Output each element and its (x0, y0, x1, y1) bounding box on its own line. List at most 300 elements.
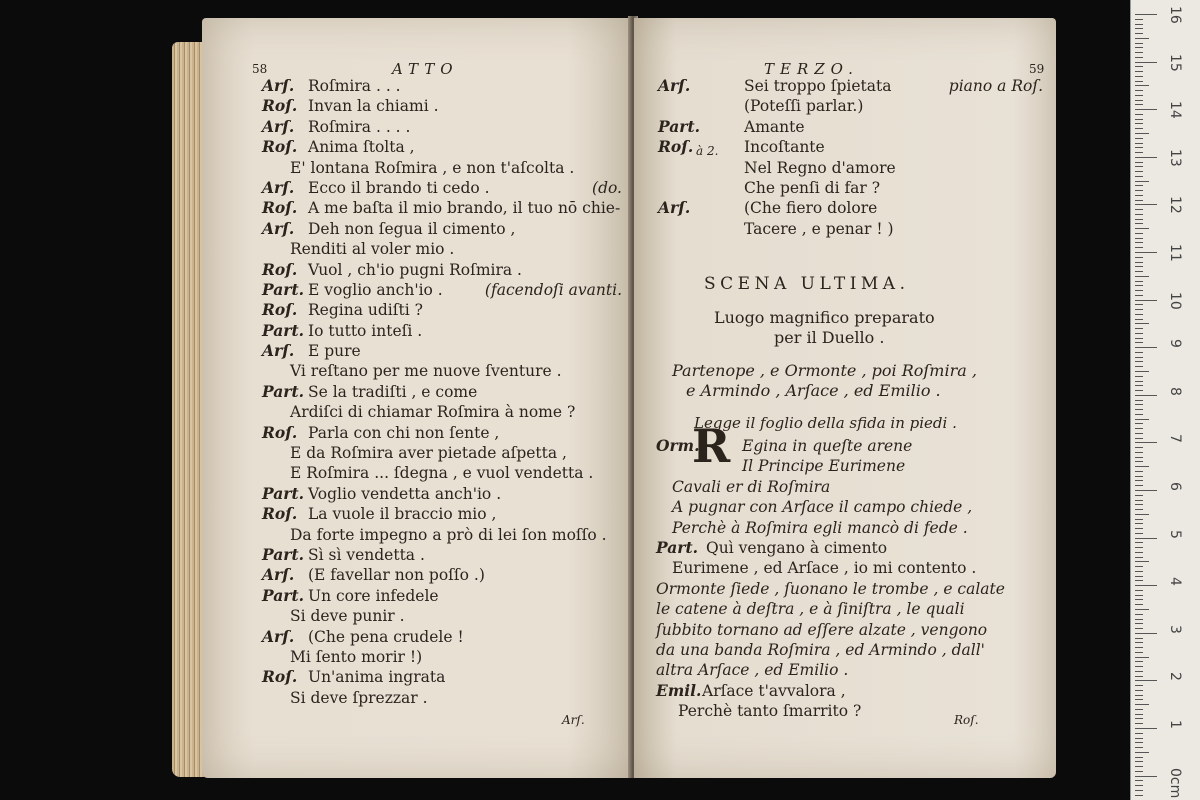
text-line (262, 300, 622, 320)
speaker-label: Roſ. (262, 259, 298, 279)
ruler-tick (1135, 209, 1143, 210)
ruler-tick (1135, 514, 1149, 515)
speaker-label: Part. (262, 320, 305, 340)
line-text: E' lontana Roſmira , e non t'aſcolta . (290, 158, 575, 177)
ruler-tick (1135, 718, 1143, 719)
line-text: Vi reſtano per me nuove ſventure . (290, 362, 562, 381)
text-line (262, 117, 622, 137)
ruler-number: 12 (1167, 196, 1183, 215)
line-text: Io tutto inteſi . (308, 321, 423, 340)
ruler-tick (1135, 190, 1143, 191)
ruler-tick (1135, 238, 1143, 239)
speaker-label: Part. (262, 381, 305, 401)
ruler-tick (1135, 576, 1143, 577)
right-catchword: Roſ. (954, 713, 979, 727)
text-line (262, 586, 622, 606)
speaker-label: Roſ. (262, 137, 298, 157)
text-line (262, 545, 622, 565)
ruler-tick (1135, 485, 1143, 486)
ruler-tick (1135, 595, 1143, 596)
text-line (262, 96, 622, 116)
line-text: A pugnar con Arſace il campo chiede , (672, 498, 973, 517)
line-text: E Roſmira ... ſdegna , e vuol vendetta . (290, 464, 594, 483)
ruler-tick (1135, 633, 1157, 634)
speaker-label: Arſ. (262, 626, 295, 646)
ruler-tick (1135, 114, 1143, 115)
ruler-tick (1135, 471, 1143, 472)
text-line (262, 402, 622, 422)
ruler-tick (1135, 123, 1143, 124)
left-catchword: Arſ. (562, 713, 585, 727)
ruler-tick (1135, 385, 1143, 386)
ruler-tick (1135, 480, 1143, 481)
text-line (262, 76, 622, 96)
ruler-tick (1135, 623, 1143, 624)
ruler-tick (1135, 671, 1143, 672)
text-line (262, 484, 622, 504)
ruler-tick (1135, 290, 1143, 291)
line-text: E da Roſmira aver pietade aſpetta , (290, 444, 567, 463)
text-line (262, 158, 622, 178)
ruler-tick (1135, 738, 1143, 739)
speaker-partenope: Part. (656, 537, 699, 557)
text-line (262, 260, 622, 280)
ruler-tick (1135, 771, 1143, 772)
ruler-number: 6 (1167, 482, 1183, 491)
text-line (262, 137, 622, 157)
line-text: Invan la chiami . (308, 97, 439, 116)
ruler-tick (1135, 390, 1143, 391)
ruler-tick (1135, 338, 1143, 339)
ruler-tick (1135, 709, 1143, 710)
ruler-tick (1135, 676, 1143, 677)
ruler-tick (1135, 171, 1143, 172)
ruler-tick (1135, 309, 1143, 310)
ruler-tick (1135, 228, 1149, 229)
text-line (262, 667, 622, 687)
left-page-number: 58 (252, 62, 268, 76)
ruler-tick (1135, 271, 1143, 272)
ruler-tick (1135, 404, 1143, 405)
line-text: E voglio anch'io . (308, 280, 443, 299)
ruler-tick (1135, 204, 1157, 205)
line-text: Che penſi di far ? (744, 178, 881, 197)
text-line (656, 518, 1046, 538)
text-line (658, 96, 1043, 116)
line-text: Regina udiſti ? (308, 301, 423, 320)
speaker-label: Roſ. (262, 422, 298, 442)
speaker-label: Part. (262, 544, 305, 564)
line-text: Tacere , e penar ! ) (744, 219, 894, 238)
ruler-number: 8 (1167, 386, 1183, 396)
text-line (656, 497, 1046, 517)
ruler-tick (1135, 357, 1143, 358)
ruler-tick (1135, 442, 1157, 443)
ruler-tick (1135, 47, 1143, 48)
ruler-tick (1135, 219, 1143, 220)
ruler-tick (1135, 604, 1143, 605)
ruler-tick (1135, 266, 1143, 267)
ruler-tick (1135, 200, 1143, 201)
ruler-tick (1135, 323, 1149, 324)
speaker-label: Arſ. (262, 341, 295, 361)
line-text: Perchè à Roſmira egli mancò di fede . (672, 518, 968, 537)
ruler-tick (1135, 409, 1143, 410)
right-page (634, 18, 1056, 778)
ruler-tick (1135, 133, 1149, 134)
ruler-tick (1135, 628, 1143, 629)
ruler-number: 0cm (1167, 767, 1183, 798)
ruler-tick (1135, 742, 1143, 743)
ruler-tick (1135, 714, 1143, 715)
ruler-tick (1135, 28, 1143, 29)
ruler-tick (1135, 52, 1143, 53)
ruler-tick (1135, 185, 1143, 186)
ruler-tick (1135, 657, 1149, 658)
ruler-tick (1135, 428, 1143, 429)
ruler-tick (1135, 38, 1149, 39)
text-line (262, 688, 622, 708)
line-text: (Poteſſi parlar.) (744, 97, 864, 116)
line-text: Si deve ſprezzar . (290, 688, 428, 707)
text-line (656, 477, 1046, 497)
speaker-label: Part. (262, 483, 305, 503)
ruler-tick (1135, 247, 1143, 248)
line-text: Anima ſtolta , (308, 138, 415, 157)
ruler-tick (1135, 571, 1143, 572)
ruler-tick (1135, 242, 1143, 243)
part-line-1: Quì vengano à cimento (706, 538, 888, 557)
ruler-tick (1135, 666, 1143, 667)
ruler-number: 9 (1167, 339, 1183, 349)
ruler-tick (1135, 157, 1157, 158)
emil-line-1: Arſace t'avvalora , (702, 681, 846, 700)
ruler-number: 11 (1167, 244, 1183, 262)
line-text: altra Arſace , ed Emilio . (656, 661, 849, 680)
speaker-label: Arſ. (658, 76, 691, 95)
line-text: Renditi al voler mio . (290, 240, 455, 259)
line-text: Deh non ſegua il cimento , (308, 219, 516, 238)
ruler-tick (1135, 414, 1143, 415)
line-text: Un core infedele (308, 586, 439, 605)
text-line (656, 640, 1046, 660)
ruler-tick (1135, 195, 1143, 196)
text-line (658, 158, 1043, 178)
line-text: Sì sì vendetta . (308, 545, 425, 564)
ruler-tick (1135, 119, 1143, 120)
ruler-tick (1135, 723, 1143, 724)
text-line (262, 606, 622, 626)
text-line (262, 198, 622, 218)
ruler-number: 14 (1167, 101, 1183, 120)
ruler-tick (1135, 528, 1143, 529)
ruler-tick (1135, 609, 1149, 610)
line-text: La vuole il braccio mio , (308, 505, 497, 524)
ruler-tick (1135, 504, 1143, 505)
ruler-tick (1135, 223, 1143, 224)
speaker-emilio: Emil. (656, 680, 702, 700)
line-text: Incoſtante (744, 138, 825, 157)
ruler-tick (1135, 352, 1143, 353)
line-text: Ormonte ſiede , ſuonano le trombe , e calate (656, 579, 1005, 598)
stage-direction-reading: Legge il foglio della sfida in piedi . (694, 414, 957, 432)
ruler-tick (1135, 262, 1143, 263)
ruler-tick (1135, 614, 1143, 615)
ormonte-speech (656, 436, 1046, 721)
ruler-tick (1135, 147, 1143, 148)
stage-direction: piano a Roſ. (948, 77, 1043, 95)
part-line-2: Eurimene , ed Arſace , io mi contento . (672, 559, 977, 578)
ruler-tick (1135, 95, 1143, 96)
line-text: le catene à deſtra , e à ſiniſtra , le quali (656, 600, 965, 619)
line-text: Amante (744, 117, 805, 136)
speaker-label: Arſ. (262, 218, 295, 238)
text-line (262, 280, 622, 300)
setting-line-2: per il Duello . (774, 328, 885, 347)
line-text: Cavali er di Roſmira (672, 477, 831, 496)
text-line (658, 219, 1043, 239)
speaker-label: Arſ. (262, 76, 295, 95)
line-text: Roſmira . . . (308, 77, 401, 95)
speaker-label: Part. (262, 585, 305, 605)
ruler-tick (1135, 295, 1143, 296)
ruler-tick (1135, 24, 1143, 25)
left-running-head: ATTO (392, 60, 459, 78)
ruler-tick (1135, 371, 1149, 372)
line-text: Nel Regno d'amore (744, 158, 896, 177)
ruler-tick (1135, 76, 1143, 77)
ruler-tick (1135, 62, 1157, 63)
text-line (262, 423, 622, 443)
line-text: Vuol , ch'io pugni Roſmira . (308, 260, 522, 279)
line-text: Roſmira . . . . (308, 117, 411, 136)
ruler-tick (1135, 790, 1143, 791)
ruler-tick (1135, 538, 1157, 539)
ruler-tick (1135, 652, 1143, 653)
ruler-tick (1135, 66, 1143, 67)
ruler-number: 13 (1167, 148, 1183, 167)
text-line (262, 239, 622, 259)
ruler-tick (1135, 257, 1143, 258)
ruler-number: 5 (1167, 529, 1183, 539)
ruler-tick (1135, 333, 1143, 334)
ruler-tick (1135, 166, 1143, 167)
ruler-tick (1135, 19, 1143, 20)
line-text: (Che pena crudele ! (308, 627, 464, 646)
text-line (262, 443, 622, 463)
ruler-tick (1135, 152, 1143, 153)
line-text: (Che fiero dolore (744, 199, 878, 218)
ruler-tick (1135, 680, 1157, 681)
ruler-tick (1135, 304, 1143, 305)
ruler-tick (1135, 285, 1143, 286)
ruler-tick (1135, 580, 1143, 581)
ruler-tick (1135, 276, 1149, 277)
ruler-tick (1135, 90, 1143, 91)
ruler-tick (1135, 423, 1143, 424)
ruler-tick (1135, 704, 1149, 705)
speaker-label: Roſ. (658, 137, 694, 157)
ruler-tick (1135, 85, 1149, 86)
ruler-tick (1135, 109, 1157, 110)
ruler-tick (1135, 519, 1143, 520)
ruler-number: 15 (1167, 53, 1183, 72)
ruler-tick (1135, 557, 1143, 558)
speaker-ormonte: Orm. (656, 436, 700, 455)
text-line (262, 341, 622, 361)
line-text: Parla con chi non ſente , (308, 423, 500, 442)
ruler-tick (1135, 466, 1149, 467)
ruler-tick (1135, 395, 1157, 396)
measurement-ruler (1130, 0, 1200, 800)
ruler-tick (1135, 566, 1143, 567)
ruler-tick (1135, 533, 1143, 534)
ruler-tick (1135, 252, 1157, 253)
text-line (656, 579, 1046, 599)
text-line (658, 178, 1043, 198)
ruler-tick (1135, 695, 1143, 696)
characters-line-2: e Armindo , Arſace , ed Emilio . (686, 381, 941, 400)
text-line (656, 599, 1046, 619)
ruler-tick (1135, 785, 1143, 786)
ruler-tick (1135, 642, 1143, 643)
speaker-label: Arſ. (262, 177, 295, 197)
ruler-tick (1135, 138, 1143, 139)
orm-line-1: Egina in queſte arene (742, 437, 913, 455)
orm-line-2: Il Principe Eurimene (742, 457, 906, 476)
ruler-number: 3 (1167, 624, 1183, 634)
right-page-number: 59 (1029, 62, 1045, 76)
line-text: Da forte impegno a prò di lei ſon moſſo . (290, 525, 607, 544)
ruler-tick (1135, 699, 1143, 700)
ruler-tick (1135, 14, 1157, 15)
speaker-label: Roſ. (262, 300, 298, 320)
text-line (262, 382, 622, 402)
open-book (172, 12, 1058, 782)
text-line (658, 198, 1043, 218)
ruler-tick (1135, 638, 1143, 639)
ruler-tick (1135, 233, 1143, 234)
line-text: E pure (308, 342, 361, 361)
ruler-tick (1135, 599, 1143, 600)
ruler-tick (1135, 376, 1143, 377)
ruler-tick (1135, 347, 1157, 348)
speaker-label: Arſ. (658, 198, 691, 218)
ruler-tick (1135, 447, 1143, 448)
characters-line-1: Partenope , e Ormonte , poi Roſmira , (672, 361, 977, 380)
speaker-label: Roſ. (262, 198, 298, 218)
line-text: A me baſta il mio brando, il tuo nō chie- (308, 199, 621, 218)
text-line (262, 504, 622, 524)
ruler-tick (1135, 523, 1143, 524)
emil-line-2: Perchè tanto ſmarrito ? (678, 702, 862, 721)
ruler-tick (1135, 495, 1143, 496)
ruler-tick (1135, 319, 1143, 320)
ruler-number: 2 (1167, 672, 1183, 682)
ruler-tick (1135, 281, 1143, 282)
text-line (262, 219, 622, 239)
ruler-tick (1135, 33, 1143, 34)
ruler-tick (1135, 509, 1143, 510)
text-line (262, 361, 622, 381)
line-text: Se la tradiſti , e come (308, 382, 478, 401)
ruler-tick (1135, 619, 1143, 620)
ruler-number: 16 (1167, 6, 1183, 24)
line-text: da una banda Roſmira , ed Armindo , dall' (656, 640, 985, 659)
ruler-tick (1135, 100, 1143, 101)
ruler-tick (1135, 757, 1143, 758)
text-line (656, 620, 1046, 640)
ruler-tick (1135, 585, 1157, 586)
text-line (658, 117, 1043, 137)
ruler-tick (1135, 547, 1143, 548)
text-line (262, 627, 622, 647)
ruler-number: 7 (1167, 434, 1183, 444)
text-line (262, 321, 622, 341)
scene-title: SCENA ULTIMA. (704, 274, 910, 294)
ruler-tick (1135, 461, 1143, 462)
ruler-tick (1135, 542, 1143, 543)
ruler-tick (1135, 433, 1143, 434)
ruler-tick (1135, 780, 1143, 781)
left-page (202, 18, 632, 778)
ruler-tick (1135, 419, 1149, 420)
setting-line-1: Luogo magnifico preparato (714, 308, 935, 327)
ruler-tick (1135, 104, 1143, 105)
ruler-tick (1135, 342, 1143, 343)
stage-direction: (facendoſi avanti. (484, 280, 622, 299)
ruler-tick (1135, 776, 1157, 777)
ruler-tick (1135, 747, 1143, 748)
ruler-tick (1135, 552, 1143, 553)
ruler-tick (1135, 752, 1149, 753)
ruler-tick (1135, 561, 1149, 562)
text-line (262, 178, 622, 198)
line-text: Ecco il brando ti cedo . (308, 178, 490, 197)
ruler-tick (1135, 71, 1143, 72)
ruler-tick (1135, 690, 1143, 691)
ruler-tick (1135, 438, 1143, 439)
line-text: Un'anima ingrata (308, 668, 446, 687)
speaker-label: Roſ. (262, 96, 298, 116)
line-text: Ardiſci di chiamar Roſmira à nome ? (290, 403, 576, 422)
ruler-tick (1135, 381, 1143, 382)
ruler-tick (1135, 143, 1143, 144)
left-text-block (262, 76, 622, 708)
speaker-label: Arſ. (262, 565, 295, 585)
ruler-tick (1135, 452, 1143, 453)
ruler-tick (1135, 590, 1143, 591)
ruler-number: 4 (1167, 577, 1183, 587)
ruler-number: 1 (1167, 720, 1183, 729)
ruler-tick (1135, 81, 1143, 82)
ruler-tick (1135, 314, 1143, 315)
speaker-label: Arſ. (262, 116, 295, 136)
line-text: Sei troppo ſpietata (744, 77, 892, 95)
ruler-tick (1135, 728, 1157, 729)
line-text: Mi ſento morir !) (290, 647, 423, 666)
line-text: Si deve punir . (290, 607, 405, 626)
ruler-tick (1135, 733, 1143, 734)
line-text: (E favellar non poſſo .) (308, 566, 485, 585)
ruler-tick (1135, 766, 1143, 767)
ruler-tick (1135, 43, 1143, 44)
ruler-number: 10 (1167, 291, 1183, 310)
ruler-tick (1135, 795, 1143, 796)
ruler-tick (1135, 685, 1143, 686)
a-due-marker: à 2. (696, 144, 719, 158)
stage-direction: (do. (592, 178, 622, 197)
